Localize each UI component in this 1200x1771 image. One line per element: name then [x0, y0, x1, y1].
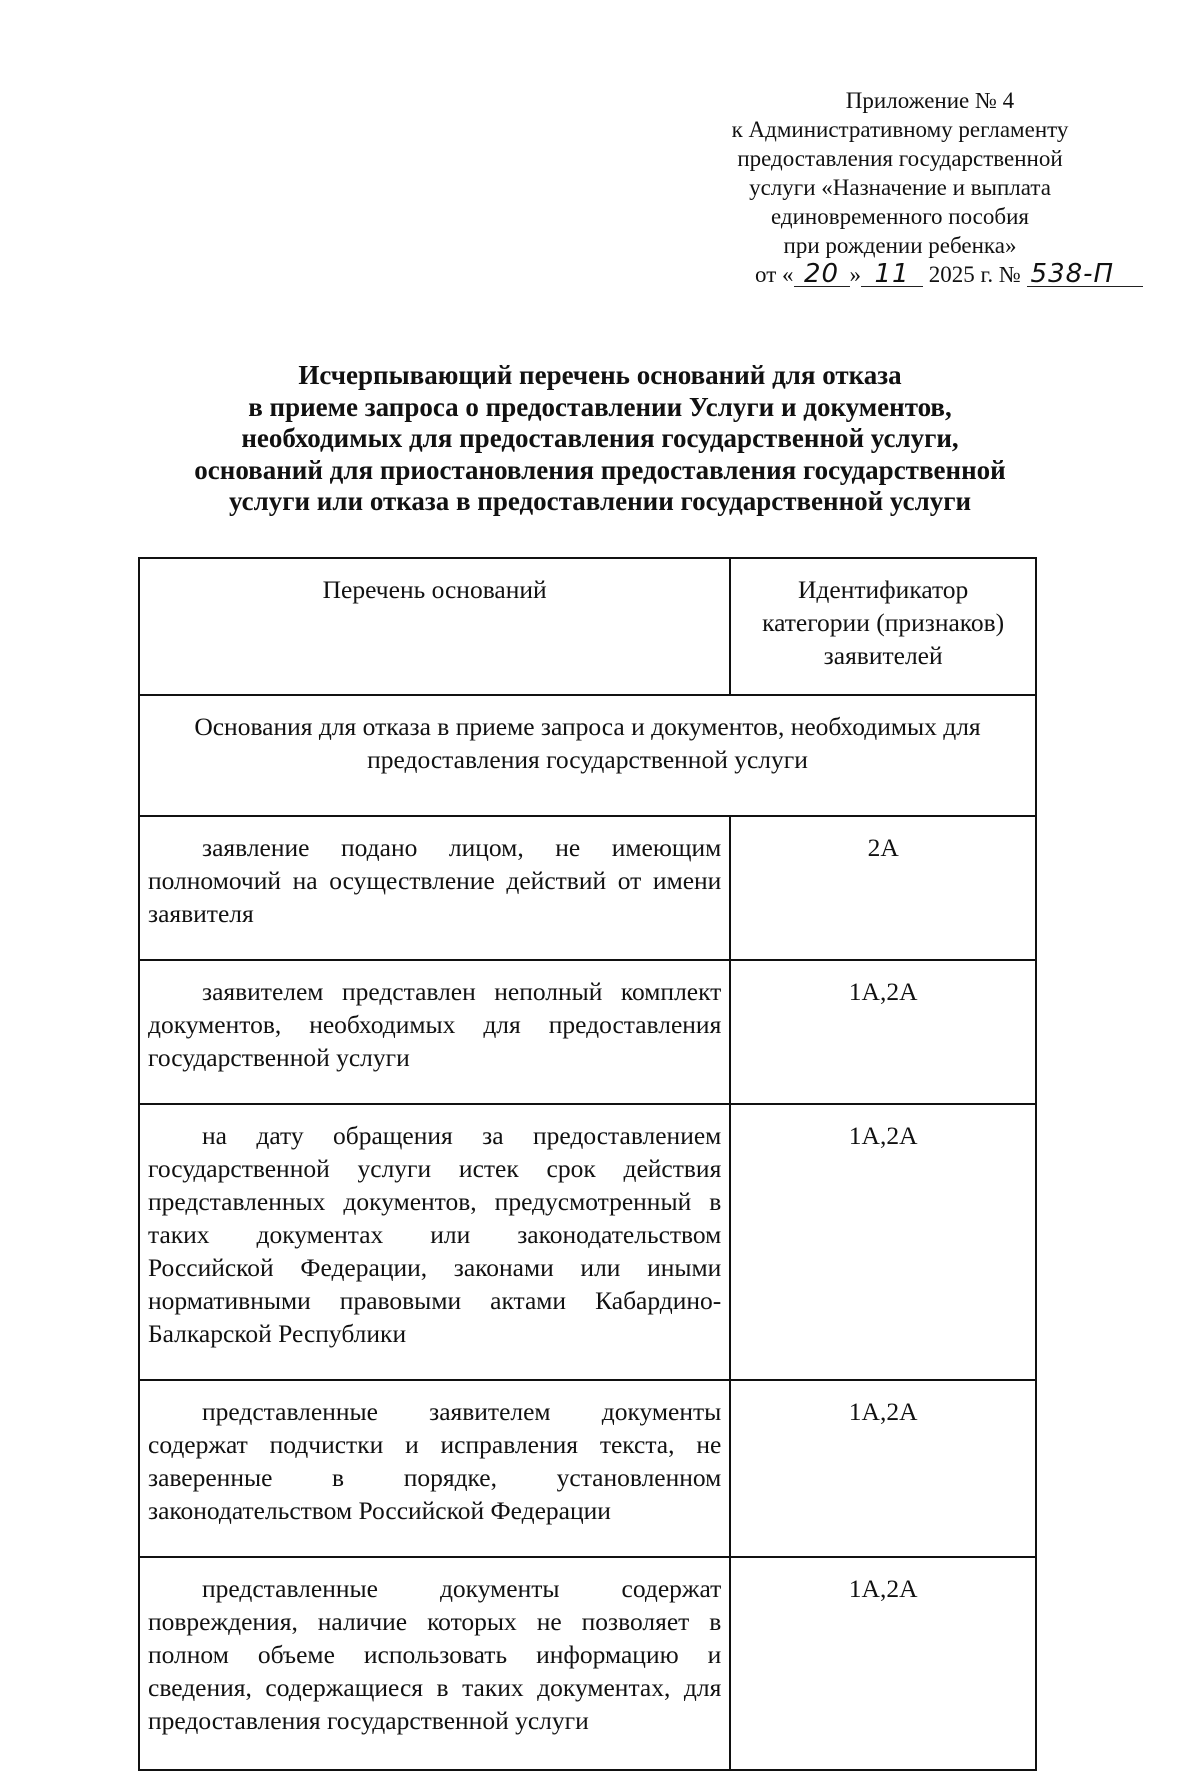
grounds-table [138, 557, 1037, 1771]
reason-text: заявление подано лицом, не имеющим полномочий на осуществление действий от имени заявителя [148, 833, 722, 928]
appendix-number: Приложение № 4 [845, 88, 1015, 113]
table-row [139, 816, 1036, 960]
reason-cell [139, 1104, 730, 1380]
applicant-id-cell: 1А,2А [730, 960, 1036, 1104]
table-row [139, 960, 1036, 1104]
title-line-3: необходимых для предоставления государственной услуги, [241, 423, 959, 453]
reason-cell [139, 960, 730, 1104]
section-line-2: предоставления государственной услуги [367, 745, 808, 774]
reason-text: представленные заявителем документы содержат подчистки и исправления текста, не заверенные в порядке, установленном законодательством Российской Федерации [148, 1397, 722, 1525]
appendix-regulation: к Административному регламенту [731, 117, 1069, 142]
title-line-4: оснований для приостановления предоставления государственной [194, 454, 1006, 485]
date-month-handwritten: 11 [861, 262, 923, 287]
reason-cell [139, 816, 730, 960]
appendix-service-4: при рождении ребенка» [783, 233, 1017, 258]
reason-text: заявителем представлен неполный комплект документов, необходимых для предоставления государственной услуги [148, 977, 722, 1072]
decree-number-handwritten: 538-П [1027, 262, 1143, 287]
title-line-5: услуги или отказа в предоставлении государственной услуги [228, 486, 972, 516]
appendix-service-1: предоставления государственной [737, 146, 1063, 171]
date-day-handwritten: 20 [794, 262, 850, 287]
number-label: № [998, 262, 1021, 287]
table-row [139, 1104, 1036, 1380]
reason-text: на дату обращения за предоставлением государственной услуги истек срок действия представленных документов, предусмотренный в таких документах или законодательством Российской Федерации, законами или иными нормативными правовыми актами Кабардино-Балкарской Республики [148, 1121, 722, 1348]
appendix-date-line [700, 259, 1115, 289]
section-row [139, 695, 1036, 816]
applicant-id-cell: 2А [730, 816, 1036, 960]
section-heading [139, 695, 1036, 816]
applicant-id-cell: 1А,2А [730, 1380, 1036, 1557]
date-prefix: от « [755, 262, 794, 287]
title-line-1: Исчерпывающий перечень оснований для отказа [298, 360, 902, 390]
header-id-line-1: Идентификатор [798, 575, 969, 604]
section-line-1: Основания для отказа в приеме запроса и документов, необходимых для [194, 712, 981, 741]
table-header-row [139, 558, 1036, 695]
table-row [139, 1557, 1036, 1770]
reason-text: представленные документы содержат повреждения, наличие которых не позволяет в полном объеме использовать информацию и сведения, содержащиеся в таких документах, для предоставления государственной услуги [148, 1574, 722, 1735]
date-year: 2025 г. [928, 262, 994, 287]
title-line-2: в приеме запроса о предоставлении Услуги и документов, [248, 391, 952, 422]
header-applicant-id [730, 558, 1036, 695]
appendix-service-3: единовременного пособия [771, 204, 1029, 229]
header-reasons: Перечень оснований [139, 558, 730, 695]
appendix-service-2: услуги «Назначение и выплата [749, 175, 1051, 200]
appendix-block [700, 86, 1115, 289]
applicant-id-cell: 1А,2А [730, 1104, 1036, 1380]
reason-cell [139, 1557, 730, 1770]
header-id-line-3: заявителей [823, 641, 943, 670]
table-row [139, 1380, 1036, 1557]
applicant-id-cell: 1А,2А [730, 1557, 1036, 1770]
header-id-line-2: категории (признаков) [762, 608, 1005, 637]
document-title [100, 360, 1100, 518]
date-quote-close: » [849, 262, 861, 287]
reason-cell [139, 1380, 730, 1557]
